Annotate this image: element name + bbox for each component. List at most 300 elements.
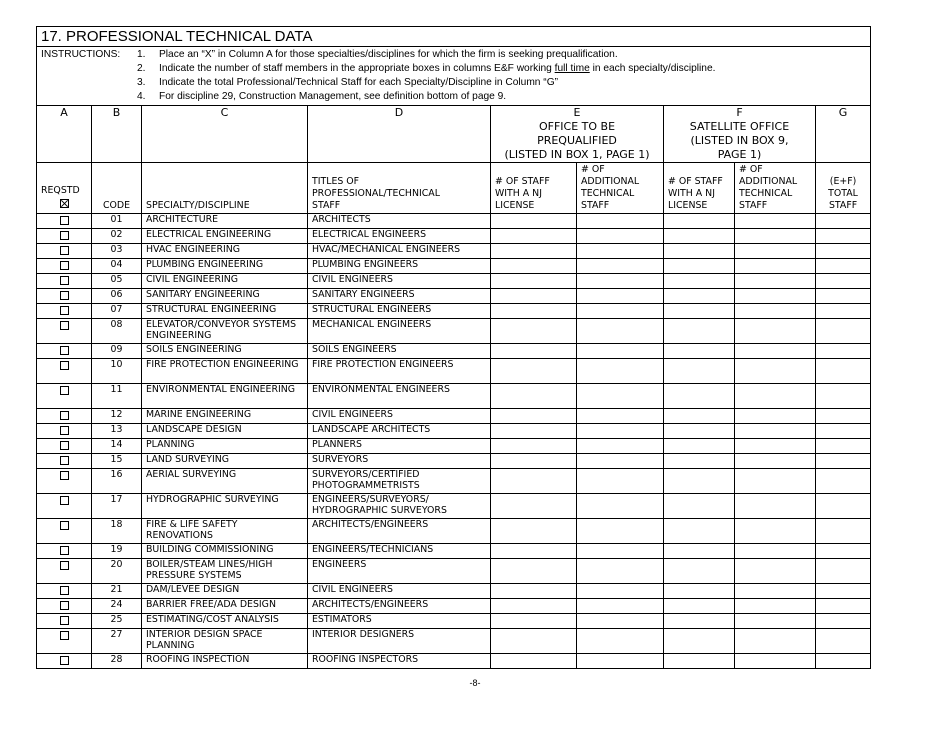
e-staff-nj-input[interactable] [491, 229, 577, 244]
specialty-cell: HVAC ENGINEERING [142, 244, 308, 259]
titles-cell: LANDSCAPE ARCHITECTS [308, 424, 491, 439]
e-staff-nj-input[interactable] [491, 304, 577, 319]
e-additional-staff-input[interactable] [577, 544, 664, 559]
e-additional-staff-input[interactable] [577, 614, 664, 629]
total-staff-input[interactable] [816, 559, 871, 584]
reqstd-checkbox[interactable] [60, 231, 69, 240]
specialty-cell: ESTIMATING/COST ANALYSIS [142, 614, 308, 629]
reqstd-checkbox-cell [37, 304, 92, 319]
specialty-cell: FIRE PROTECTION ENGINEERING [142, 359, 308, 384]
total-staff-input[interactable] [816, 654, 871, 669]
specialty-cell: ROOFING INSPECTION [142, 654, 308, 669]
titles-cell: ARCHITECTS [308, 214, 491, 229]
f-staff-nj-input[interactable] [664, 654, 735, 669]
titles-cell: PLANNERS [308, 439, 491, 454]
f-additional-staff-input[interactable] [735, 614, 816, 629]
table-row [37, 629, 871, 654]
e-additional-staff-input[interactable] [577, 214, 664, 229]
e-staff-nj-input[interactable] [491, 544, 577, 559]
total-staff-input[interactable] [816, 384, 871, 409]
table-row [37, 544, 871, 559]
reqstd-checkbox[interactable] [60, 216, 69, 225]
specialty-cell: INTERIOR DESIGN SPACE PLANNING [142, 629, 308, 654]
e-additional-staff-input[interactable] [577, 229, 664, 244]
instruction-text: Indicate the total Professional/Technical Staff for each Specialty/Discipline in Column “G” [159, 77, 559, 88]
total-staff-input[interactable] [816, 409, 871, 424]
f-staff-nj-input[interactable] [664, 244, 735, 259]
e-staff-nj-input[interactable] [491, 584, 577, 599]
f-additional-staff-input[interactable] [735, 259, 816, 274]
f-additional-staff-input[interactable] [735, 544, 816, 559]
e-additional-staff-input[interactable] [577, 469, 664, 494]
e-staff-nj-input[interactable] [491, 494, 577, 519]
table-row [37, 439, 871, 454]
code-cell: 10 [92, 359, 142, 384]
col-e-line2: PREQUALIFIED [537, 134, 617, 147]
instruction-item [137, 76, 715, 90]
titles-cell: ARCHITECTS/ENGINEERS [308, 599, 491, 614]
f-staff-nj-input[interactable] [664, 319, 735, 344]
instructions-block [37, 47, 871, 106]
f-additional-staff-input[interactable] [735, 494, 816, 519]
f-additional-staff-input[interactable] [735, 599, 816, 614]
f-additional-staff-input[interactable] [735, 469, 816, 494]
code-cell: 05 [92, 274, 142, 289]
reqstd-checkbox[interactable] [60, 561, 69, 570]
e-staff-nj-input[interactable] [491, 599, 577, 614]
col-e-line3: (LISTED IN BOX 1, PAGE 1) [504, 148, 650, 161]
code-cell: 17 [92, 494, 142, 519]
e-staff-nj-input[interactable] [491, 614, 577, 629]
specialty-cell: SANITARY ENGINEERING [142, 289, 308, 304]
col-g-letter: G [816, 106, 871, 163]
f-additional-staff-input[interactable] [735, 559, 816, 584]
f-staff-nj-input[interactable] [664, 454, 735, 469]
titles-cell: ARCHITECTS/ENGINEERS [308, 519, 491, 544]
total-staff-input[interactable] [816, 289, 871, 304]
reqstd-checkbox[interactable] [60, 616, 69, 625]
code-cell: 11 [92, 384, 142, 409]
col-e-line1: OFFICE TO BE [538, 120, 616, 133]
reqstd-checkbox[interactable] [60, 291, 69, 300]
f-staff-nj-input[interactable] [664, 274, 735, 289]
col-d-letter: D [308, 106, 491, 163]
col-c-letter: C [142, 106, 308, 163]
f-staff-nj-input[interactable] [664, 214, 735, 229]
specialty-cell: LAND SURVEYING [142, 454, 308, 469]
total-staff-input[interactable] [816, 304, 871, 319]
f-staff-nj-input[interactable] [664, 469, 735, 494]
reqstd-checkbox[interactable] [60, 246, 69, 255]
f-staff-nj-input[interactable] [664, 544, 735, 559]
e-staff-nj-line3: LICENSE [495, 200, 535, 211]
reqstd-checkbox-cell [37, 439, 92, 454]
col-f-header [664, 106, 816, 163]
f-additional-line1: # OF [739, 164, 763, 175]
reqstd-checkbox[interactable] [60, 361, 69, 370]
f-additional-staff-input[interactable] [735, 584, 816, 599]
f-additional-staff-input[interactable] [735, 424, 816, 439]
total-staff-input[interactable] [816, 439, 871, 454]
f-staff-nj-input[interactable] [664, 629, 735, 654]
f-additional-staff-input[interactable] [735, 244, 816, 259]
f-additional-staff-input[interactable] [735, 289, 816, 304]
code-cell: 08 [92, 319, 142, 344]
reqstd-checkbox[interactable] [60, 586, 69, 595]
titles-cell: SANITARY ENGINEERS [308, 289, 491, 304]
e-staff-nj-input[interactable] [491, 214, 577, 229]
code-cell: 24 [92, 599, 142, 614]
f-staff-nj-input[interactable] [664, 494, 735, 519]
reqstd-checkbox[interactable] [60, 261, 69, 270]
f-staff-nj-input[interactable] [664, 439, 735, 454]
table-row [37, 469, 871, 494]
titles-header-line2: PROFESSIONAL/TECHNICAL [312, 188, 440, 199]
instruction-text: Indicate the number of staff members in the appropriate boxes in columns E&F working [159, 63, 555, 74]
staff-table [36, 26, 871, 669]
reqstd-checkbox-cell [37, 259, 92, 274]
e-additional-staff-input[interactable] [577, 304, 664, 319]
total-staff-input[interactable] [816, 229, 871, 244]
e-additional-staff-input[interactable] [577, 259, 664, 274]
f-staff-nj-input[interactable] [664, 259, 735, 274]
e-additional-staff-input[interactable] [577, 359, 664, 384]
f-staff-nj-input[interactable] [664, 614, 735, 629]
reqstd-checkbox[interactable] [60, 346, 69, 355]
section-title: 17. PROFESSIONAL TECHNICAL DATA [37, 27, 871, 47]
total-staff-input[interactable] [816, 454, 871, 469]
specialty-cell: DAM/LEVEE DESIGN [142, 584, 308, 599]
instruction-number: 4. [137, 91, 146, 102]
e-additional-staff-input[interactable] [577, 344, 664, 359]
reqstd-checkbox-cell [37, 454, 92, 469]
code-cell: 12 [92, 409, 142, 424]
table-row [37, 229, 871, 244]
e-staff-nj-input[interactable] [491, 424, 577, 439]
reqstd-checkbox[interactable] [60, 386, 69, 395]
reqstd-checkbox-cell [37, 544, 92, 559]
instruction-number: 2. [137, 63, 146, 74]
titles-cell: ENGINEERS/TECHNICIANS [308, 544, 491, 559]
table-row [37, 259, 871, 274]
total-staff-input[interactable] [816, 244, 871, 259]
total-staff-input[interactable] [816, 359, 871, 384]
f-staff-nj-input[interactable] [664, 359, 735, 384]
f-staff-nj-input[interactable] [664, 344, 735, 359]
total-staff-input[interactable] [816, 584, 871, 599]
f-additional-staff-input[interactable] [735, 359, 816, 384]
e-staff-nj-input[interactable] [491, 519, 577, 544]
table-row [37, 319, 871, 344]
e-additional-staff-input[interactable] [577, 319, 664, 344]
reqstd-checkbox[interactable] [60, 471, 69, 480]
reqstd-checkbox[interactable] [60, 306, 69, 315]
reqstd-checkbox-cell [37, 244, 92, 259]
f-staff-nj-input[interactable] [664, 584, 735, 599]
f-staff-nj-input[interactable] [664, 229, 735, 244]
table-row [37, 494, 871, 519]
f-additional-staff-input[interactable] [735, 214, 816, 229]
f-additional-staff-input[interactable] [735, 454, 816, 469]
code-cell: 27 [92, 629, 142, 654]
reqstd-checkbox-cell [37, 409, 92, 424]
e-staff-nj-input[interactable] [491, 439, 577, 454]
f-additional-line2: ADDITIONAL [739, 176, 798, 187]
table-row [37, 304, 871, 319]
titles-cell: CIVIL ENGINEERS [308, 409, 491, 424]
total-header-line2: TOTAL [828, 188, 858, 199]
reqstd-checkbox-cell [37, 344, 92, 359]
reqstd-checkbox-cell [37, 384, 92, 409]
titles-header [308, 163, 491, 214]
reqstd-checkbox[interactable] [60, 656, 69, 665]
total-staff-input[interactable] [816, 629, 871, 654]
instruction-item [137, 62, 715, 76]
code-cell: 02 [92, 229, 142, 244]
reqstd-checkbox-cell [37, 319, 92, 344]
col-e-header [491, 106, 664, 163]
total-staff-input[interactable] [816, 544, 871, 559]
titles-cell: MECHANICAL ENGINEERS [308, 319, 491, 344]
e-additional-staff-input[interactable] [577, 654, 664, 669]
specialty-cell: AERIAL SURVEYING [142, 469, 308, 494]
total-staff-input[interactable] [816, 344, 871, 359]
titles-cell: ENGINEERS [308, 559, 491, 584]
f-additional-staff-input[interactable] [735, 519, 816, 544]
f-additional-staff-input[interactable] [735, 319, 816, 344]
col-f-line2: (LISTED IN BOX 9, [690, 134, 789, 147]
e-additional-staff-input[interactable] [577, 519, 664, 544]
code-cell: 03 [92, 244, 142, 259]
e-additional-staff-input[interactable] [577, 439, 664, 454]
specialty-cell: BARRIER FREE/ADA DESIGN [142, 599, 308, 614]
specialty-cell: SOILS ENGINEERING [142, 344, 308, 359]
e-additional-staff-input[interactable] [577, 584, 664, 599]
total-staff-input[interactable] [816, 599, 871, 614]
specialty-cell: BUILDING COMMISSIONING [142, 544, 308, 559]
f-additional-staff-input[interactable] [735, 409, 816, 424]
e-staff-nj-input[interactable] [491, 384, 577, 409]
f-additional-staff-input[interactable] [735, 654, 816, 669]
specialty-cell: ENVIRONMENTAL ENGINEERING [142, 384, 308, 409]
table-row [37, 614, 871, 629]
total-header [816, 163, 871, 214]
reqstd-checkbox[interactable] [60, 456, 69, 465]
e-staff-nj-input[interactable] [491, 559, 577, 584]
table-row [37, 409, 871, 424]
total-header-line3: STAFF [828, 200, 858, 211]
instructions-label: INSTRUCTIONS: [41, 49, 121, 60]
e-staff-nj-input[interactable] [491, 629, 577, 654]
f-additional-staff-input[interactable] [735, 439, 816, 454]
f-staff-nj-input[interactable] [664, 424, 735, 439]
total-header-line1: (E+F) [829, 176, 857, 187]
specialty-cell: STRUCTURAL ENGINEERING [142, 304, 308, 319]
f-additional-staff-input[interactable] [735, 344, 816, 359]
table-row [37, 559, 871, 584]
f-staff-nj-input[interactable] [664, 289, 735, 304]
reqstd-checkbox-cell [37, 359, 92, 384]
code-cell: 20 [92, 559, 142, 584]
e-staff-nj-input[interactable] [491, 319, 577, 344]
e-staff-nj-header [491, 163, 577, 214]
table-row [37, 584, 871, 599]
reqstd-checkbox-cell [37, 599, 92, 614]
e-additional-staff-input[interactable] [577, 244, 664, 259]
specialty-cell: FIRE & LIFE SAFETY RENOVATIONS [142, 519, 308, 544]
reqstd-checkbox[interactable] [60, 441, 69, 450]
f-staff-nj-input[interactable] [664, 559, 735, 584]
f-staff-nj-header [664, 163, 735, 214]
titles-cell: PLUMBING ENGINEERS [308, 259, 491, 274]
f-staff-nj-input[interactable] [664, 519, 735, 544]
code-cell: 28 [92, 654, 142, 669]
specialty-cell: MARINE ENGINEERING [142, 409, 308, 424]
table-row [37, 344, 871, 359]
total-staff-input[interactable] [816, 319, 871, 344]
e-staff-nj-input[interactable] [491, 469, 577, 494]
e-additional-staff-input[interactable] [577, 409, 664, 424]
e-staff-nj-input[interactable] [491, 454, 577, 469]
reqstd-checkbox[interactable] [60, 521, 69, 530]
specialty-cell: BOILER/STEAM LINES/HIGH PRESSURE SYSTEMS [142, 559, 308, 584]
titles-cell: ENGINEERS/SURVEYORS/ HYDROGRAPHIC SURVEYORS [308, 494, 491, 519]
table-row [37, 454, 871, 469]
reqstd-checkbox[interactable] [60, 601, 69, 610]
instruction-text: For discipline 29, Construction Management, see definition bottom of page 9. [159, 91, 507, 102]
checked-box-icon [60, 199, 69, 208]
titles-cell: CIVIL ENGINEERS [308, 584, 491, 599]
reqstd-checkbox-cell [37, 289, 92, 304]
f-staff-nj-input[interactable] [664, 599, 735, 614]
code-cell: 21 [92, 584, 142, 599]
f-additional-staff-input[interactable] [735, 384, 816, 409]
table-row [37, 359, 871, 384]
instruction-item [137, 90, 715, 104]
reqstd-checkbox-cell [37, 614, 92, 629]
table-row [37, 274, 871, 289]
e-staff-nj-input[interactable] [491, 244, 577, 259]
reqstd-checkbox-cell [37, 274, 92, 289]
reqstd-checkbox-cell [37, 214, 92, 229]
col-e-letter: E [573, 106, 581, 119]
f-staff-nj-input[interactable] [664, 304, 735, 319]
e-additional-staff-input[interactable] [577, 454, 664, 469]
reqstd-checkbox[interactable] [60, 276, 69, 285]
titles-cell: CIVIL ENGINEERS [308, 274, 491, 289]
e-additional-staff-input[interactable] [577, 494, 664, 519]
e-staff-nj-line2: WITH A NJ [495, 188, 542, 199]
col-b-letter: B [92, 106, 142, 163]
e-additional-staff-input[interactable] [577, 289, 664, 304]
e-additional-staff-input[interactable] [577, 424, 664, 439]
reqstd-checkbox-cell [37, 559, 92, 584]
specialty-header: SPECIALTY/DISCIPLINE [142, 163, 308, 214]
total-staff-input[interactable] [816, 519, 871, 544]
total-staff-input[interactable] [816, 274, 871, 289]
table-row [37, 519, 871, 544]
f-additional-line4: STAFF [739, 200, 768, 211]
reqstd-checkbox[interactable] [60, 546, 69, 555]
code-cell: 25 [92, 614, 142, 629]
f-staff-nj-input[interactable] [664, 384, 735, 409]
titles-cell: INTERIOR DESIGNERS [308, 629, 491, 654]
total-staff-input[interactable] [816, 614, 871, 629]
e-additional-header [577, 163, 664, 214]
specialty-cell: PLANNING [142, 439, 308, 454]
titles-cell: SURVEYORS/CERTIFIED PHOTOGRAMMETRISTS [308, 469, 491, 494]
reqstd-checkbox-cell [37, 654, 92, 669]
f-additional-staff-input[interactable] [735, 229, 816, 244]
specialty-cell: ELEVATOR/CONVEYOR SYSTEMS ENGINEERING [142, 319, 308, 344]
e-additional-staff-input[interactable] [577, 559, 664, 584]
table-row [37, 289, 871, 304]
code-cell: 13 [92, 424, 142, 439]
titles-cell: ELECTRICAL ENGINEERS [308, 229, 491, 244]
code-cell: 16 [92, 469, 142, 494]
reqstd-checkbox-cell [37, 229, 92, 244]
total-staff-input[interactable] [816, 259, 871, 274]
code-cell: 07 [92, 304, 142, 319]
instruction-text-continued: in each specialty/discipline. [589, 63, 716, 74]
code-cell: 01 [92, 214, 142, 229]
total-staff-input[interactable] [816, 494, 871, 519]
e-staff-nj-input[interactable] [491, 289, 577, 304]
f-additional-staff-input[interactable] [735, 304, 816, 319]
table-row [37, 599, 871, 614]
e-staff-nj-input[interactable] [491, 359, 577, 384]
specialty-cell: ELECTRICAL ENGINEERING [142, 229, 308, 244]
e-additional-staff-input[interactable] [577, 629, 664, 654]
f-additional-staff-input[interactable] [735, 629, 816, 654]
e-additional-staff-input[interactable] [577, 599, 664, 614]
e-staff-nj-input[interactable] [491, 409, 577, 424]
e-additional-staff-input[interactable] [577, 274, 664, 289]
f-additional-staff-input[interactable] [735, 274, 816, 289]
specialty-cell: PLUMBING ENGINEERING [142, 259, 308, 274]
total-staff-input[interactable] [816, 424, 871, 439]
code-cell: 15 [92, 454, 142, 469]
reqstd-checkbox[interactable] [60, 321, 69, 330]
e-additional-line1: # OF [581, 164, 605, 175]
reqstd-checkbox[interactable] [60, 411, 69, 420]
e-staff-nj-input[interactable] [491, 259, 577, 274]
f-staff-nj-line3: LICENSE [668, 200, 708, 211]
e-staff-nj-input[interactable] [491, 344, 577, 359]
e-staff-nj-input[interactable] [491, 274, 577, 289]
reqstd-checkbox-cell [37, 584, 92, 599]
specialty-cell: LANDSCAPE DESIGN [142, 424, 308, 439]
titles-cell: STRUCTURAL ENGINEERS [308, 304, 491, 319]
reqstd-checkbox[interactable] [60, 496, 69, 505]
f-additional-line3: TECHNICAL [739, 188, 793, 199]
total-staff-input[interactable] [816, 469, 871, 494]
instruction-number: 1. [137, 49, 146, 60]
titles-cell: SOILS ENGINEERS [308, 344, 491, 359]
f-staff-nj-input[interactable] [664, 409, 735, 424]
reqstd-checkbox-cell [37, 424, 92, 439]
titles-cell: ENVIRONMENTAL ENGINEERS [308, 384, 491, 409]
col-f-line1: SATELLITE OFFICE [689, 120, 790, 133]
reqstd-checkbox[interactable] [60, 631, 69, 640]
e-staff-nj-input[interactable] [491, 654, 577, 669]
reqstd-checkbox[interactable] [60, 426, 69, 435]
code-cell: 06 [92, 289, 142, 304]
e-additional-line3: TECHNICAL [581, 188, 635, 199]
code-cell: 04 [92, 259, 142, 274]
total-staff-input[interactable] [816, 214, 871, 229]
e-additional-staff-input[interactable] [577, 384, 664, 409]
